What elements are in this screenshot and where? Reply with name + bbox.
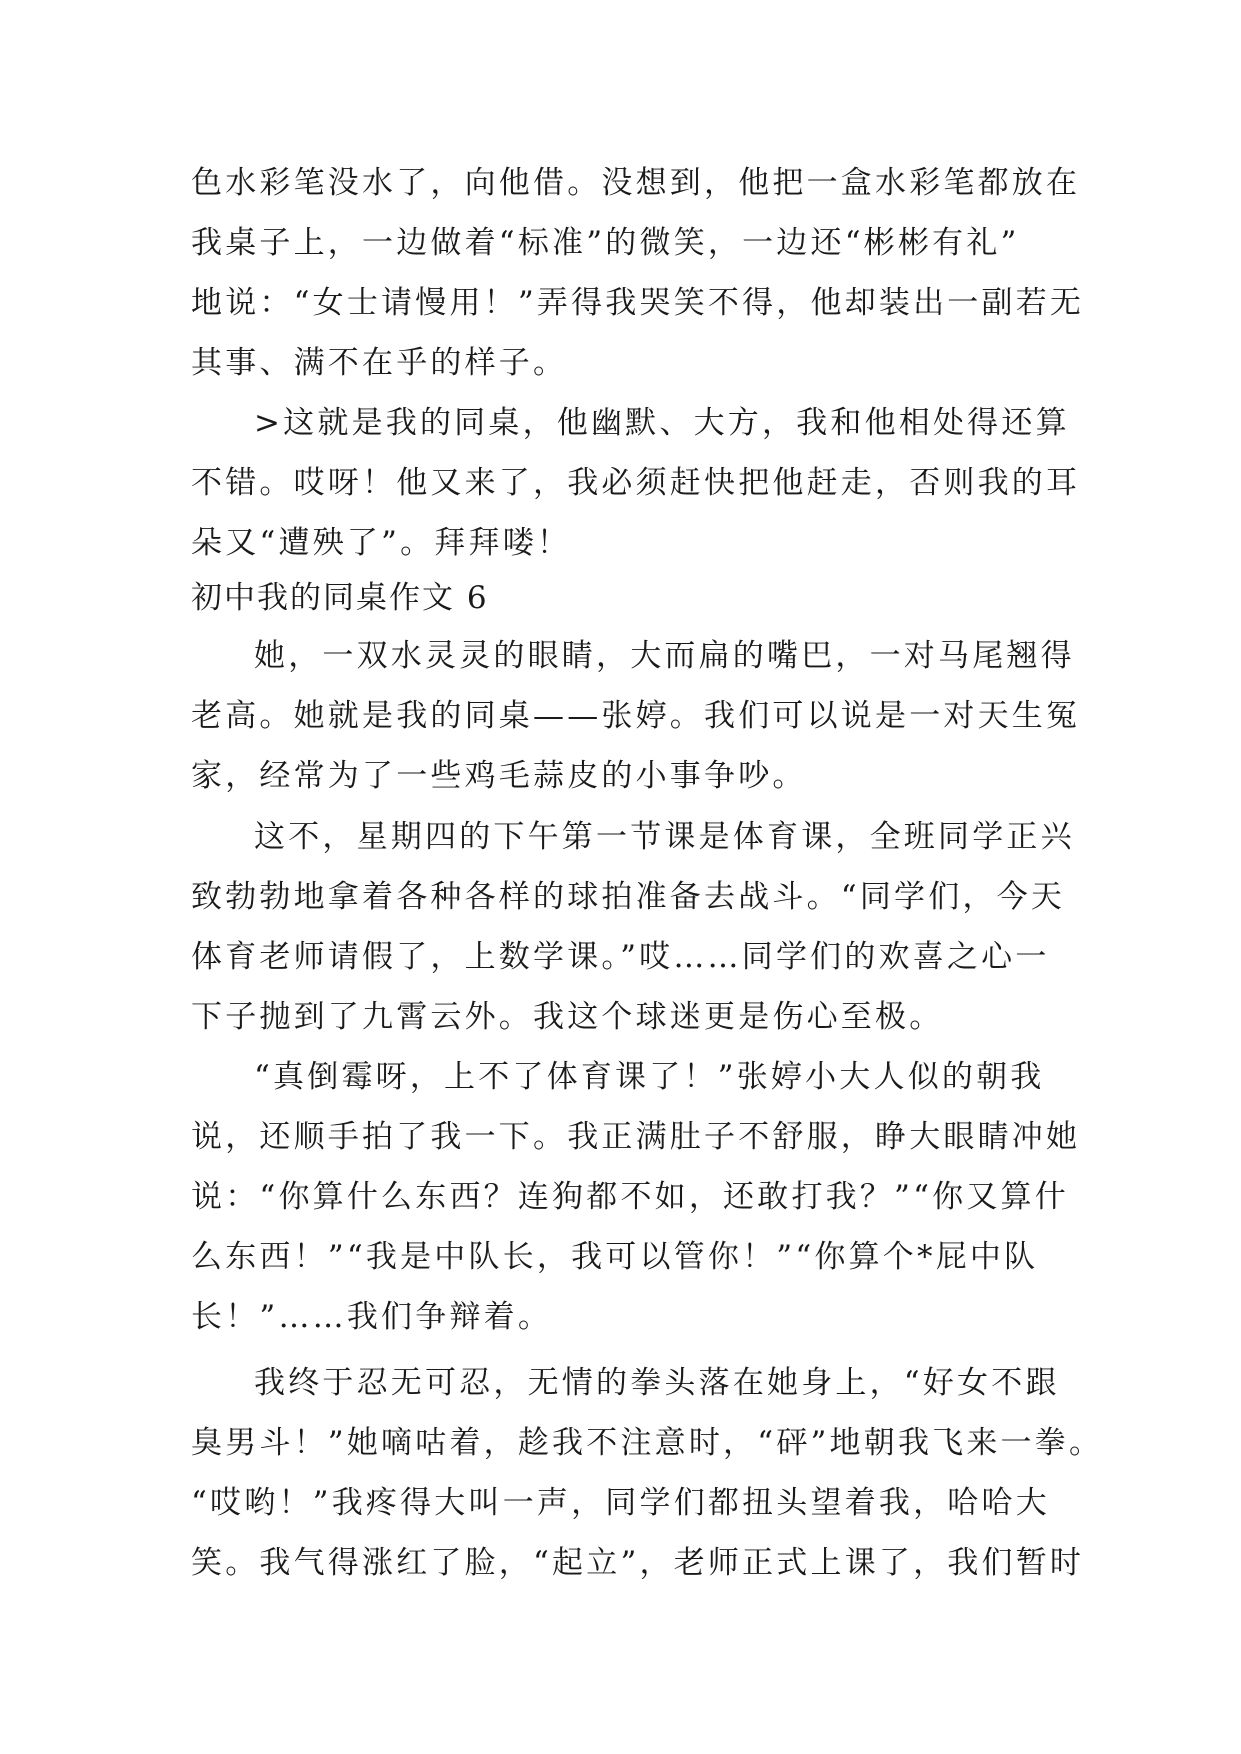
paragraph-1-line-2: 我桌子上，一边做着“标准”的微笑，一边还“彬彬有礼”: [191, 225, 1020, 261]
paragraph-6-line-1: 我终于忍无可忍，无情的拳头落在她身上，“好女不跟: [254, 1365, 1060, 1401]
paragraph-5-line-5: 长！”……我们争辩着。: [191, 1299, 553, 1335]
paragraph-4-line-2: 致勃勃地拿着各种各样的球拍准备去战斗。“同学们，今天: [191, 879, 1066, 915]
paragraph-6-line-3: “哎哟！”我疼得大叫一声，同学们都扭头望着我，哈哈大: [191, 1485, 1050, 1521]
paragraph-5-line-3: 说：“你算什么东西？连狗都不如，还敢打我？”“你又算什: [191, 1179, 1069, 1215]
paragraph-5-line-4: 么东西！”“我是中队长，我可以管你！”“你算个*屁中队: [191, 1239, 1039, 1275]
paragraph-5-line-2: 说，还顺手拍了我一下。我正满肚子不舒服，睁大眼睛冲她: [191, 1119, 1081, 1155]
paragraph-1-line-3: 地说：“女士请慢用！”弄得我哭笑不得，他却装出一副若无: [191, 285, 1085, 321]
paragraph-4-line-3: 体育老师请假了，上数学课。”哎……同学们的欢喜之心一: [191, 939, 1050, 975]
paragraph-2-line-3: 朵又“遭殃了”。拜拜喽！: [191, 525, 572, 561]
paragraph-3-line-1: 她，一双水灵灵的眼睛，大而扁的嘴巴，一对马尾翘得: [254, 638, 1075, 674]
paragraph-1-line-1: 色水彩笔没水了，向他借。没想到，他把一盒水彩笔都放在: [191, 165, 1081, 201]
paragraph-3-line-2: 老高。她就是我的同桌——张婷。我们可以说是一对天生冤: [191, 698, 1081, 734]
paragraph-3-line-3: 家，经常为了一些鸡毛蒜皮的小事争吵。: [191, 758, 807, 794]
paragraph-6-line-2: 臭男斗！”她嘀咕着，趁我不注意时，“砰”地朝我飞来一拳。: [191, 1425, 1104, 1461]
paragraph-2-line-2: 不错。哎呀！他又来了，我必须赶快把他赶走，否则我的耳: [191, 465, 1081, 501]
paragraph-6-line-4: 笑。我气得涨红了脸，“起立”，老师正式上课了，我们暂时: [191, 1545, 1085, 1581]
paragraph-4-line-4: 下子抛到了九霄云外。我这个球迷更是伤心至极。: [191, 999, 944, 1035]
paragraph-2-line-1: >这就是我的同桌，他幽默、大方，我和他相处得还算: [254, 405, 1070, 441]
section-heading: 初中我的同桌作文 6: [191, 580, 489, 616]
paragraph-5-line-1: “真倒霉呀，上不了体育课了！”张婷小大人似的朝我: [254, 1059, 1045, 1095]
paragraph-1-line-4: 其事、满不在乎的样子。: [191, 345, 568, 381]
paragraph-4-line-1: 这不，星期四的下午第一节课是体育课，全班同学正兴: [254, 819, 1075, 855]
